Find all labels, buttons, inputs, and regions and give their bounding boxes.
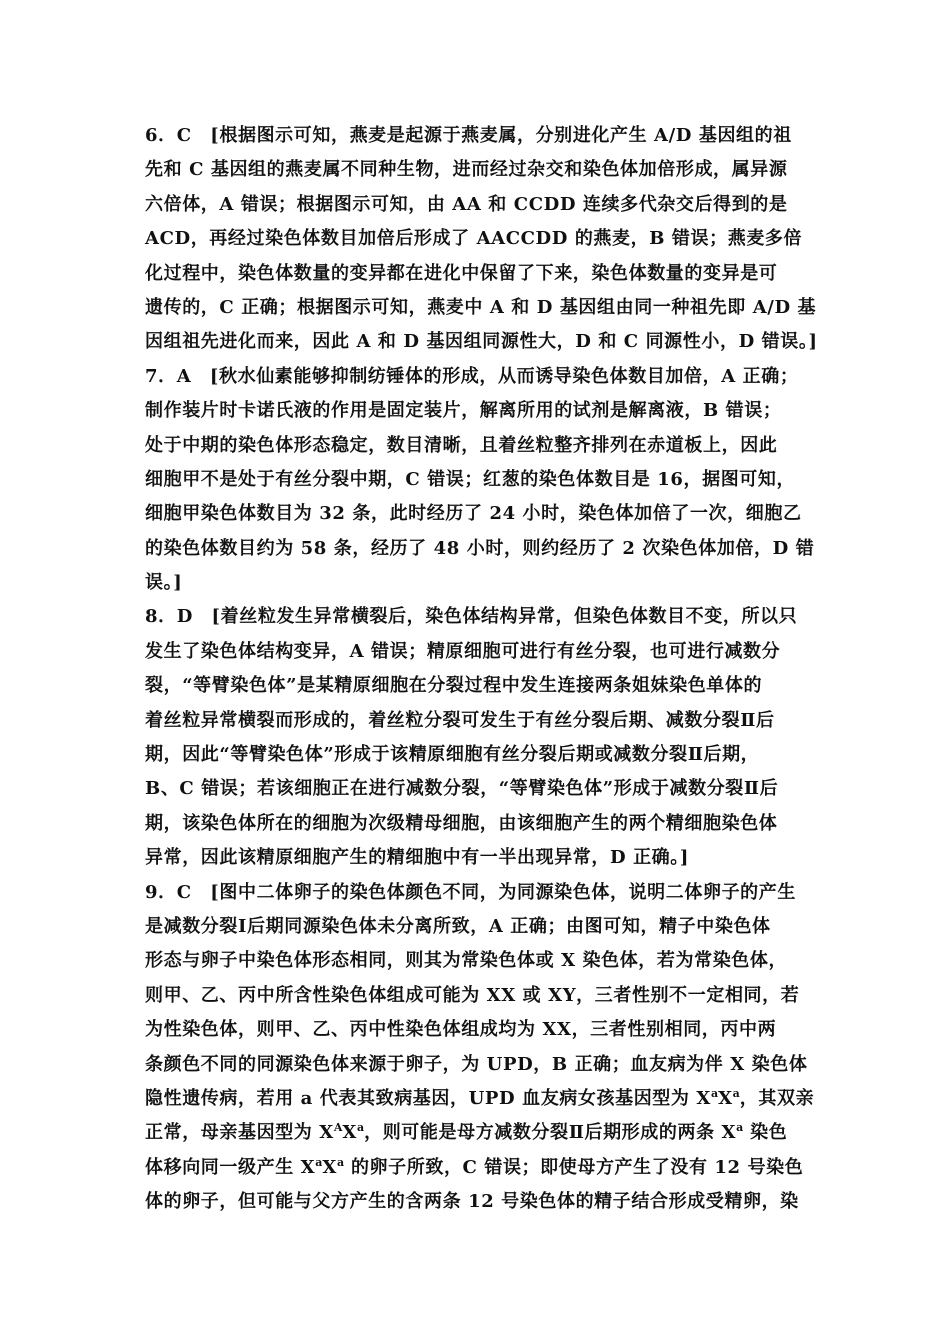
text-line: 处于中期的染色体形态稳定，数目清晰，且着丝粒整齐排列在赤道板上，因此 xyxy=(145,434,778,456)
text-line: 7．A [秋水仙素能够抑制纺锤体的形成，从而诱导染色体数目加倍，A 正确； xyxy=(145,365,799,387)
text-line: 发生了染色体结构变异，A 错误；精原细胞可进行有丝分裂，也可进行减数分 xyxy=(145,640,781,662)
answer-7 xyxy=(145,360,813,601)
text-line: ACD，再经过染色体数目加倍后形成了 AACCDD 的燕麦，B 错误；燕麦多倍 xyxy=(145,228,803,250)
text-line: 为性染色体，则甲、乙、丙中性染色体组成均为 XX，三者性别相同，丙中两 xyxy=(145,1019,777,1041)
text-line-genotype: 体移向同一级产生 $X^aX^a$ 的卵子所致，C 错误；即使母方产生了没有 12 号染色 xyxy=(145,1155,804,1178)
text-line: 细胞甲染色体数目为 32 条，此时经历了 24 小时，染色体加倍了一次，细胞乙 xyxy=(145,503,802,525)
answer-8 xyxy=(145,600,813,875)
text-line: 制作装片时卡诺氏液的作用是固定装片，解离所用的试剂是解离液，B 错误； xyxy=(145,400,782,422)
text-line-genotype: 正常，母亲基因型为 $X^AX^a$，则可能是母方减数分裂Ⅱ后期形成的两条 $X^a$ 染色 xyxy=(145,1121,788,1144)
text-line: 期，该染色体所在的细胞为次级精母细胞，由该细胞产生的两个精细胞染色体 xyxy=(145,812,778,834)
text-line: 裂，“等臂染色体”是某精原细胞在分裂过程中发生连接两条姐妹染色单体的 xyxy=(145,675,763,697)
text-line: 先和 C 基因组的燕麦属不同种生物，进而经过杂交和染色体加倍形成，属异源 xyxy=(145,159,788,181)
text-line: 六倍体，A 错误；根据图示可知，由 AA 和 CCDD 连续多代杂交后得到的是 xyxy=(145,193,788,215)
text-line: 是减数分裂Ⅰ后期同源染色体未分离所致，A 正确；由图可知，精子中染色体 xyxy=(145,915,771,937)
answer-9 xyxy=(145,876,813,1220)
text-line: 形态与卵子中染色体形态相同，则其为常染色体或 X 染色体，若为常染色体， xyxy=(145,950,788,972)
text-line: 条颜色不同的同源染色体来源于卵子，为 UPD，B 正确；血友病为伴 X 染色体 xyxy=(145,1053,808,1075)
text-line: 8．D [着丝粒发生异常横裂后，染色体结构异常，但染色体数目不变，所以只 xyxy=(145,606,798,628)
text-line: 细胞甲不是处于有丝分裂中期，C 错误；红葱的染色体数目是 16，据图可知， xyxy=(145,468,796,490)
text-line: 期，因此“等臂染色体”形成于该精原细胞有丝分裂后期或减数分裂Ⅱ后期， xyxy=(145,744,760,766)
answer-text-page xyxy=(145,119,818,1220)
text-line-genotype: 隐性遗传病，若用 a 代表其致病基因，UPD 血友病女孩基因型为 $X^aX^a$，其双亲 xyxy=(145,1086,815,1109)
text-line: 化过程中，染色体数量的变异都在进化中保留了下来，染色体数量的变异是可 xyxy=(145,262,778,284)
text-line: 误。] xyxy=(145,572,183,594)
text-line: B、C 错误；若该细胞正在进行减数分裂，“等臂染色体”形成于减数分裂Ⅱ后 xyxy=(145,778,779,800)
answer-6 xyxy=(145,119,818,360)
text-line: 体的卵子，但可能与父方产生的含两条 12 号染色体的精子结合形成受精卵，染 xyxy=(145,1191,799,1213)
text-line: 9．C [图中二体卵子的染色体颜色不同，为同源染色体，说明二体卵子的产生 xyxy=(145,881,796,903)
text-line: 着丝粒异常横裂而形成的，着丝粒分裂可发生于有丝分裂后期、减数分裂Ⅱ后 xyxy=(145,709,775,731)
text-line: 因组祖先进化而来，因此 A 和 D 基因组同源性大，D 和 C 同源性小，D 错误。] xyxy=(145,331,818,353)
text-line: 的染色体数目约为 58 条，经历了 48 小时，则约经历了 2 次染色体加倍，D 错 xyxy=(145,537,815,559)
text-line: 异常，因此该精原细胞产生的精细胞中有一半出现异常，D 正确。] xyxy=(145,847,689,869)
text-line: 则甲、乙、丙中所含性染色体组成可能为 XX 或 XY，三者性别不一定相同，若 xyxy=(145,984,800,1006)
text-line: 6．C [根据图示可知，燕麦是起源于燕麦属，分别进化产生 A/D 基因组的祖 xyxy=(145,125,792,146)
text-line: 遗传的，C 正确；根据图示可知，燕麦中 A 和 D 基因组由同一种祖先即 A/D 基 xyxy=(145,296,817,318)
